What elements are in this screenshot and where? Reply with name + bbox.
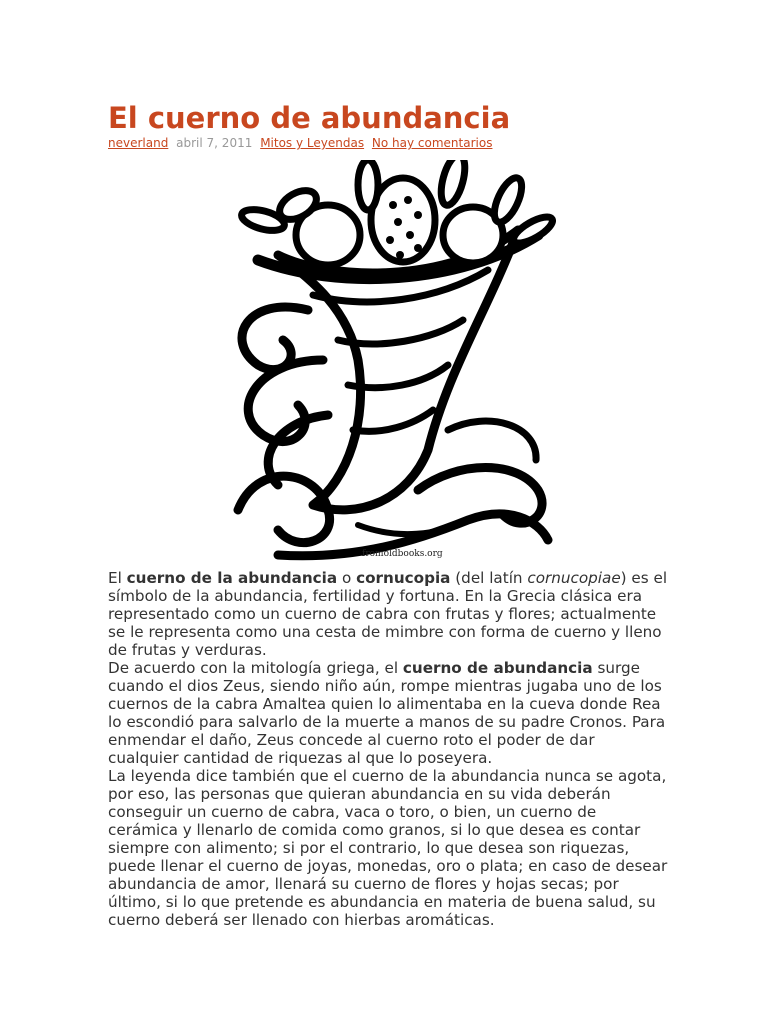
category-link[interactable]: Mitos y Leyendas [260, 136, 365, 150]
paragraph: El cuerno de la abundancia o cornucopia (del latín cornucopiae) es el símbolo de la abundancia, fertilidad y fortuna. En la Grecia clásica era representado como un cuerno de cabra con frutas y flores; actualmente se le representa como una cesta de mimbre con forma de cuerno y lleno de frutas y verduras. [108, 569, 668, 659]
image-credit: fromoldbooks.org [362, 549, 443, 559]
post-meta [108, 136, 668, 150]
comments-link[interactable]: No hay comentarios [371, 136, 493, 150]
author-link[interactable]: neverland [108, 136, 169, 150]
post-date: abril 7, 2011 [176, 136, 253, 150]
cornucopia-illustration [218, 160, 558, 565]
paragraph: La leyenda dice también que el cuerno de la abundancia nunca se agota, por eso, las personas que quieran abundancia en su vida deberán conseguir un cuerno de cabra, vaca o toro, o bien, un cuerno de cerámica y llenarlo de comida como granos, si lo que desea es contar siempre con alimento; si por el contrario, lo que desea son riquezas, puede llenar el cuerno de joyas, monedas, oro o plata; en caso de desear abundancia de amor, llenará su cuerno de flores y hojas secas; por último, si lo que pretende es abundancia en materia de buena salud, su cuerno deberá ser llenado con hierbas aromáticas. [108, 767, 668, 929]
post-body [108, 569, 668, 929]
post-title: El cuerno de abundancia [108, 101, 511, 135]
post-header [108, 98, 668, 150]
paragraph: De acuerdo con la mitología griega, el cuerno de abundancia surge cuando el dios Zeus, siendo niño aún, rompe mientras jugaba uno de los cuernos de la cabra Amaltea quien lo alimentaba en la cueva donde Rea lo escondió para salvarlo de la muerte a manos de su padre Cronos. Para enmendar el daño, Zeus concede al cuerno roto el poder de dar cualquier cantidad de riquezas al que lo poseyera. [108, 659, 666, 767]
